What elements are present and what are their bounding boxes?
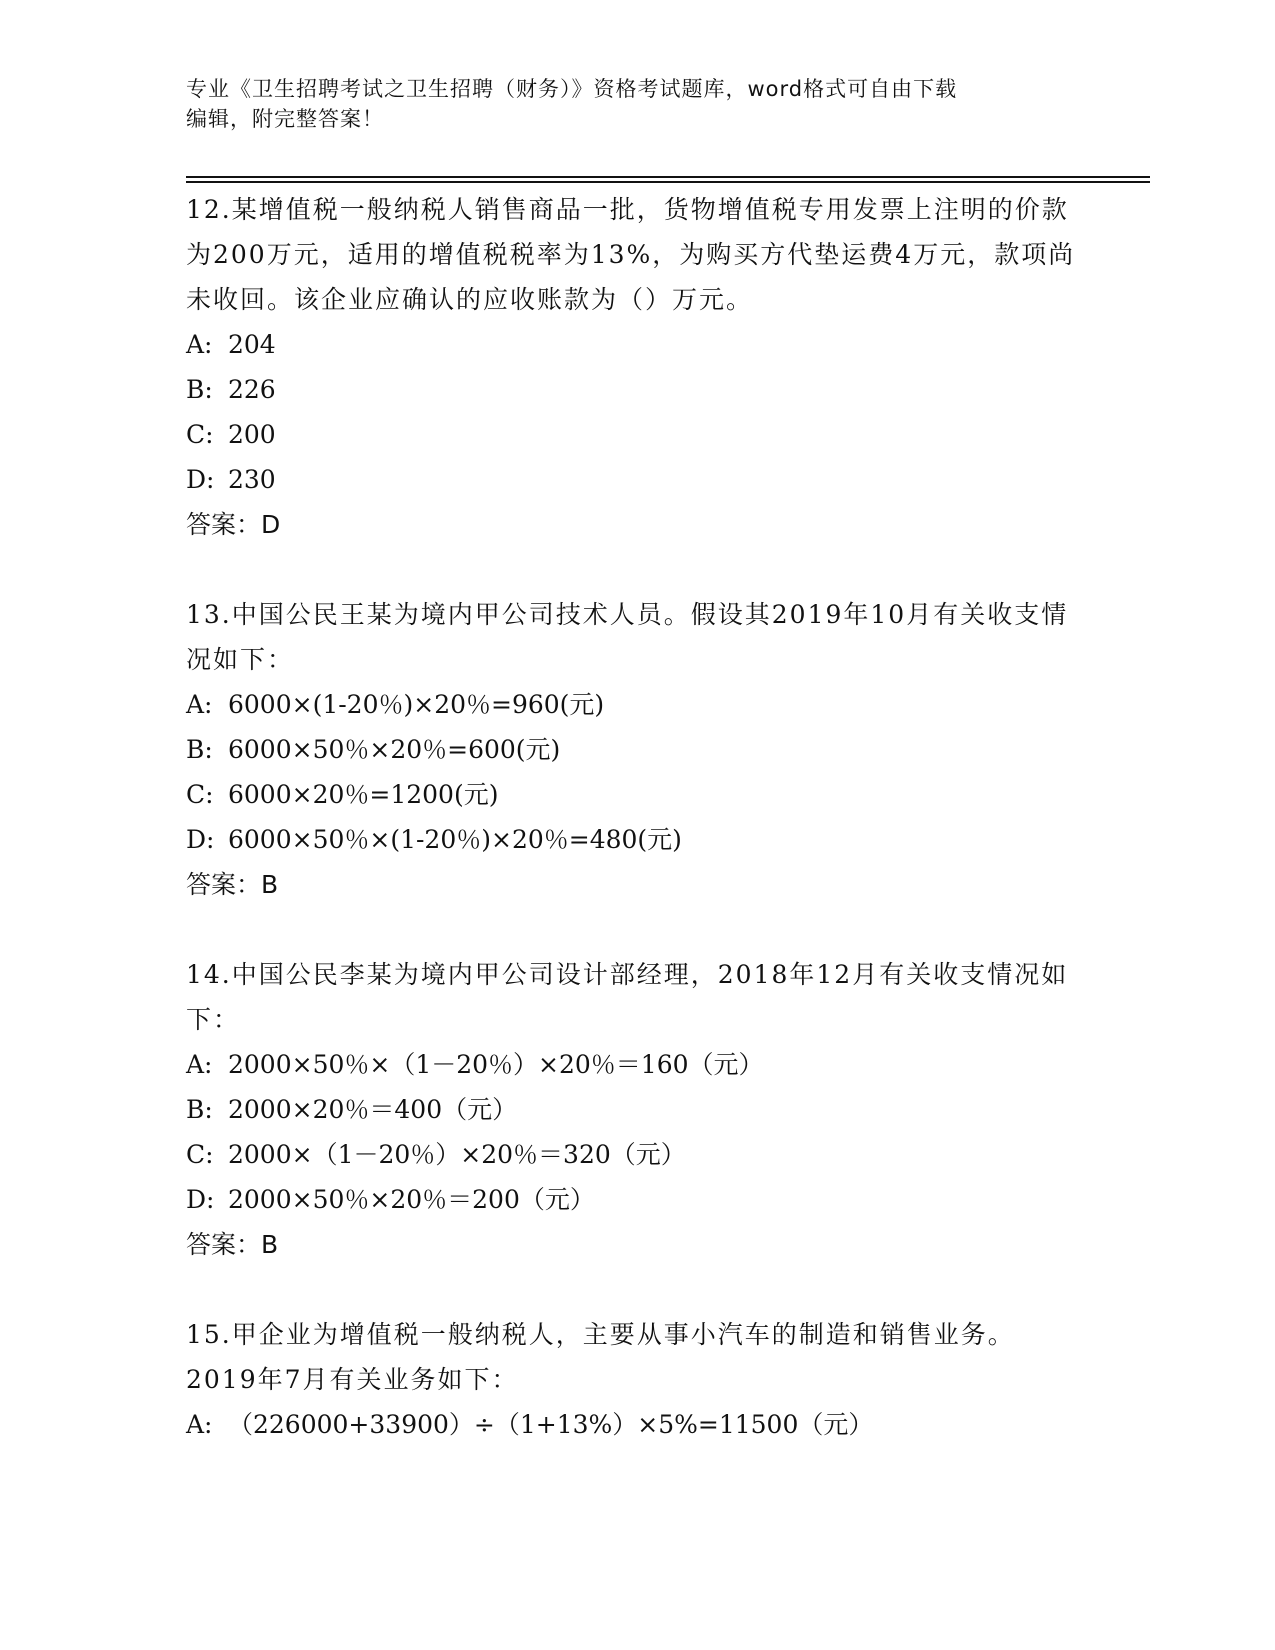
option-b — [186, 1087, 1086, 1132]
option-letter: A: — [186, 1050, 213, 1079]
answer-label: 答案： — [186, 1230, 262, 1259]
option-a — [186, 322, 1086, 367]
option-d — [186, 1177, 1086, 1222]
question-15 — [186, 1312, 1086, 1447]
header-line-2: 编辑，附完整答案！ — [186, 107, 384, 131]
option-text: 2000×50％×20％＝200（元） — [228, 1185, 595, 1214]
option-letter: D: — [186, 465, 215, 494]
option-a — [186, 1402, 1086, 1447]
option-text: 2000×50％×（1－20％）×20％＝160（元） — [228, 1050, 764, 1079]
option-text: 2000×20％＝400（元） — [228, 1095, 518, 1124]
option-letter: B: — [186, 735, 213, 764]
option-c — [186, 412, 1086, 457]
option-text: 2000×（1－20％）×20％＝320（元） — [228, 1140, 686, 1169]
option-letter: B: — [186, 375, 213, 404]
answer-label: 答案： — [186, 510, 262, 539]
option-text: 6000×50％×(1-20％)×20％=480(元) — [228, 825, 682, 854]
answer-value: B — [261, 1230, 279, 1259]
option-c — [186, 772, 1086, 817]
option-a — [186, 682, 1086, 727]
option-letter: C: — [186, 420, 214, 449]
option-letter: C: — [186, 780, 214, 809]
answer-line — [186, 502, 1086, 547]
answer-line — [186, 862, 1086, 907]
question-13 — [186, 592, 1086, 907]
answer-value: B — [261, 870, 279, 899]
option-text: 6000×50％×20％=600(元) — [228, 735, 561, 764]
question-list — [186, 187, 1086, 1492]
question-stem: 12.某增值税一般纳税人销售商品一批，货物增值税专用发票上注明的价款为200万元，适用的增值税税率为13%，为购买方代垫运费4万元，款项尚未收回。该企业应确认的应收账款为（）万元。 — [186, 195, 1076, 314]
answer-value: D — [261, 510, 281, 539]
option-a — [186, 1042, 1086, 1087]
option-text: 230 — [228, 465, 276, 494]
option-letter: D: — [186, 825, 215, 854]
option-letter: C: — [186, 1140, 214, 1169]
option-c — [186, 1132, 1086, 1177]
header-line-1: 专业《卫生招聘考试之卫生招聘（财务）》资格考试题库，word格式可自由下载 — [186, 77, 958, 101]
header-divider-top — [186, 176, 1150, 178]
option-text: 6000×20％=1200(元) — [228, 780, 499, 809]
question-12 — [186, 187, 1086, 547]
option-d — [186, 457, 1086, 502]
option-letter: A: — [186, 690, 213, 719]
question-14 — [186, 952, 1086, 1267]
answer-label: 答案： — [186, 870, 262, 899]
question-stem: 14.中国公民李某为境内甲公司设计部经理，2018年12月有关收支情况如下： — [186, 960, 1069, 1034]
option-text: 200 — [228, 420, 276, 449]
option-text: 204 — [228, 330, 276, 359]
option-text: 226 — [228, 375, 276, 404]
option-text: 6000×(1-20％)×20％=960(元) — [228, 690, 605, 719]
option-b — [186, 727, 1086, 772]
option-letter: D: — [186, 1185, 215, 1214]
header-divider-bottom — [186, 181, 1150, 183]
document-header — [186, 74, 1086, 134]
option-b — [186, 367, 1086, 412]
option-d — [186, 817, 1086, 862]
option-letter: A: — [186, 330, 213, 359]
option-letter: B: — [186, 1095, 213, 1124]
answer-line — [186, 1222, 1086, 1267]
question-stem: 13.中国公民王某为境内甲公司技术人员。假设其2019年10月有关收支情况如下： — [186, 600, 1069, 674]
option-text: （226000+33900）÷（1+13%）×5%=11500（元） — [228, 1410, 874, 1439]
option-letter: A: — [186, 1410, 213, 1439]
question-stem: 15.甲企业为增值税一般纳税人，主要从事小汽车的制造和销售业务。2019年7月有关业务如下： — [186, 1320, 1015, 1394]
